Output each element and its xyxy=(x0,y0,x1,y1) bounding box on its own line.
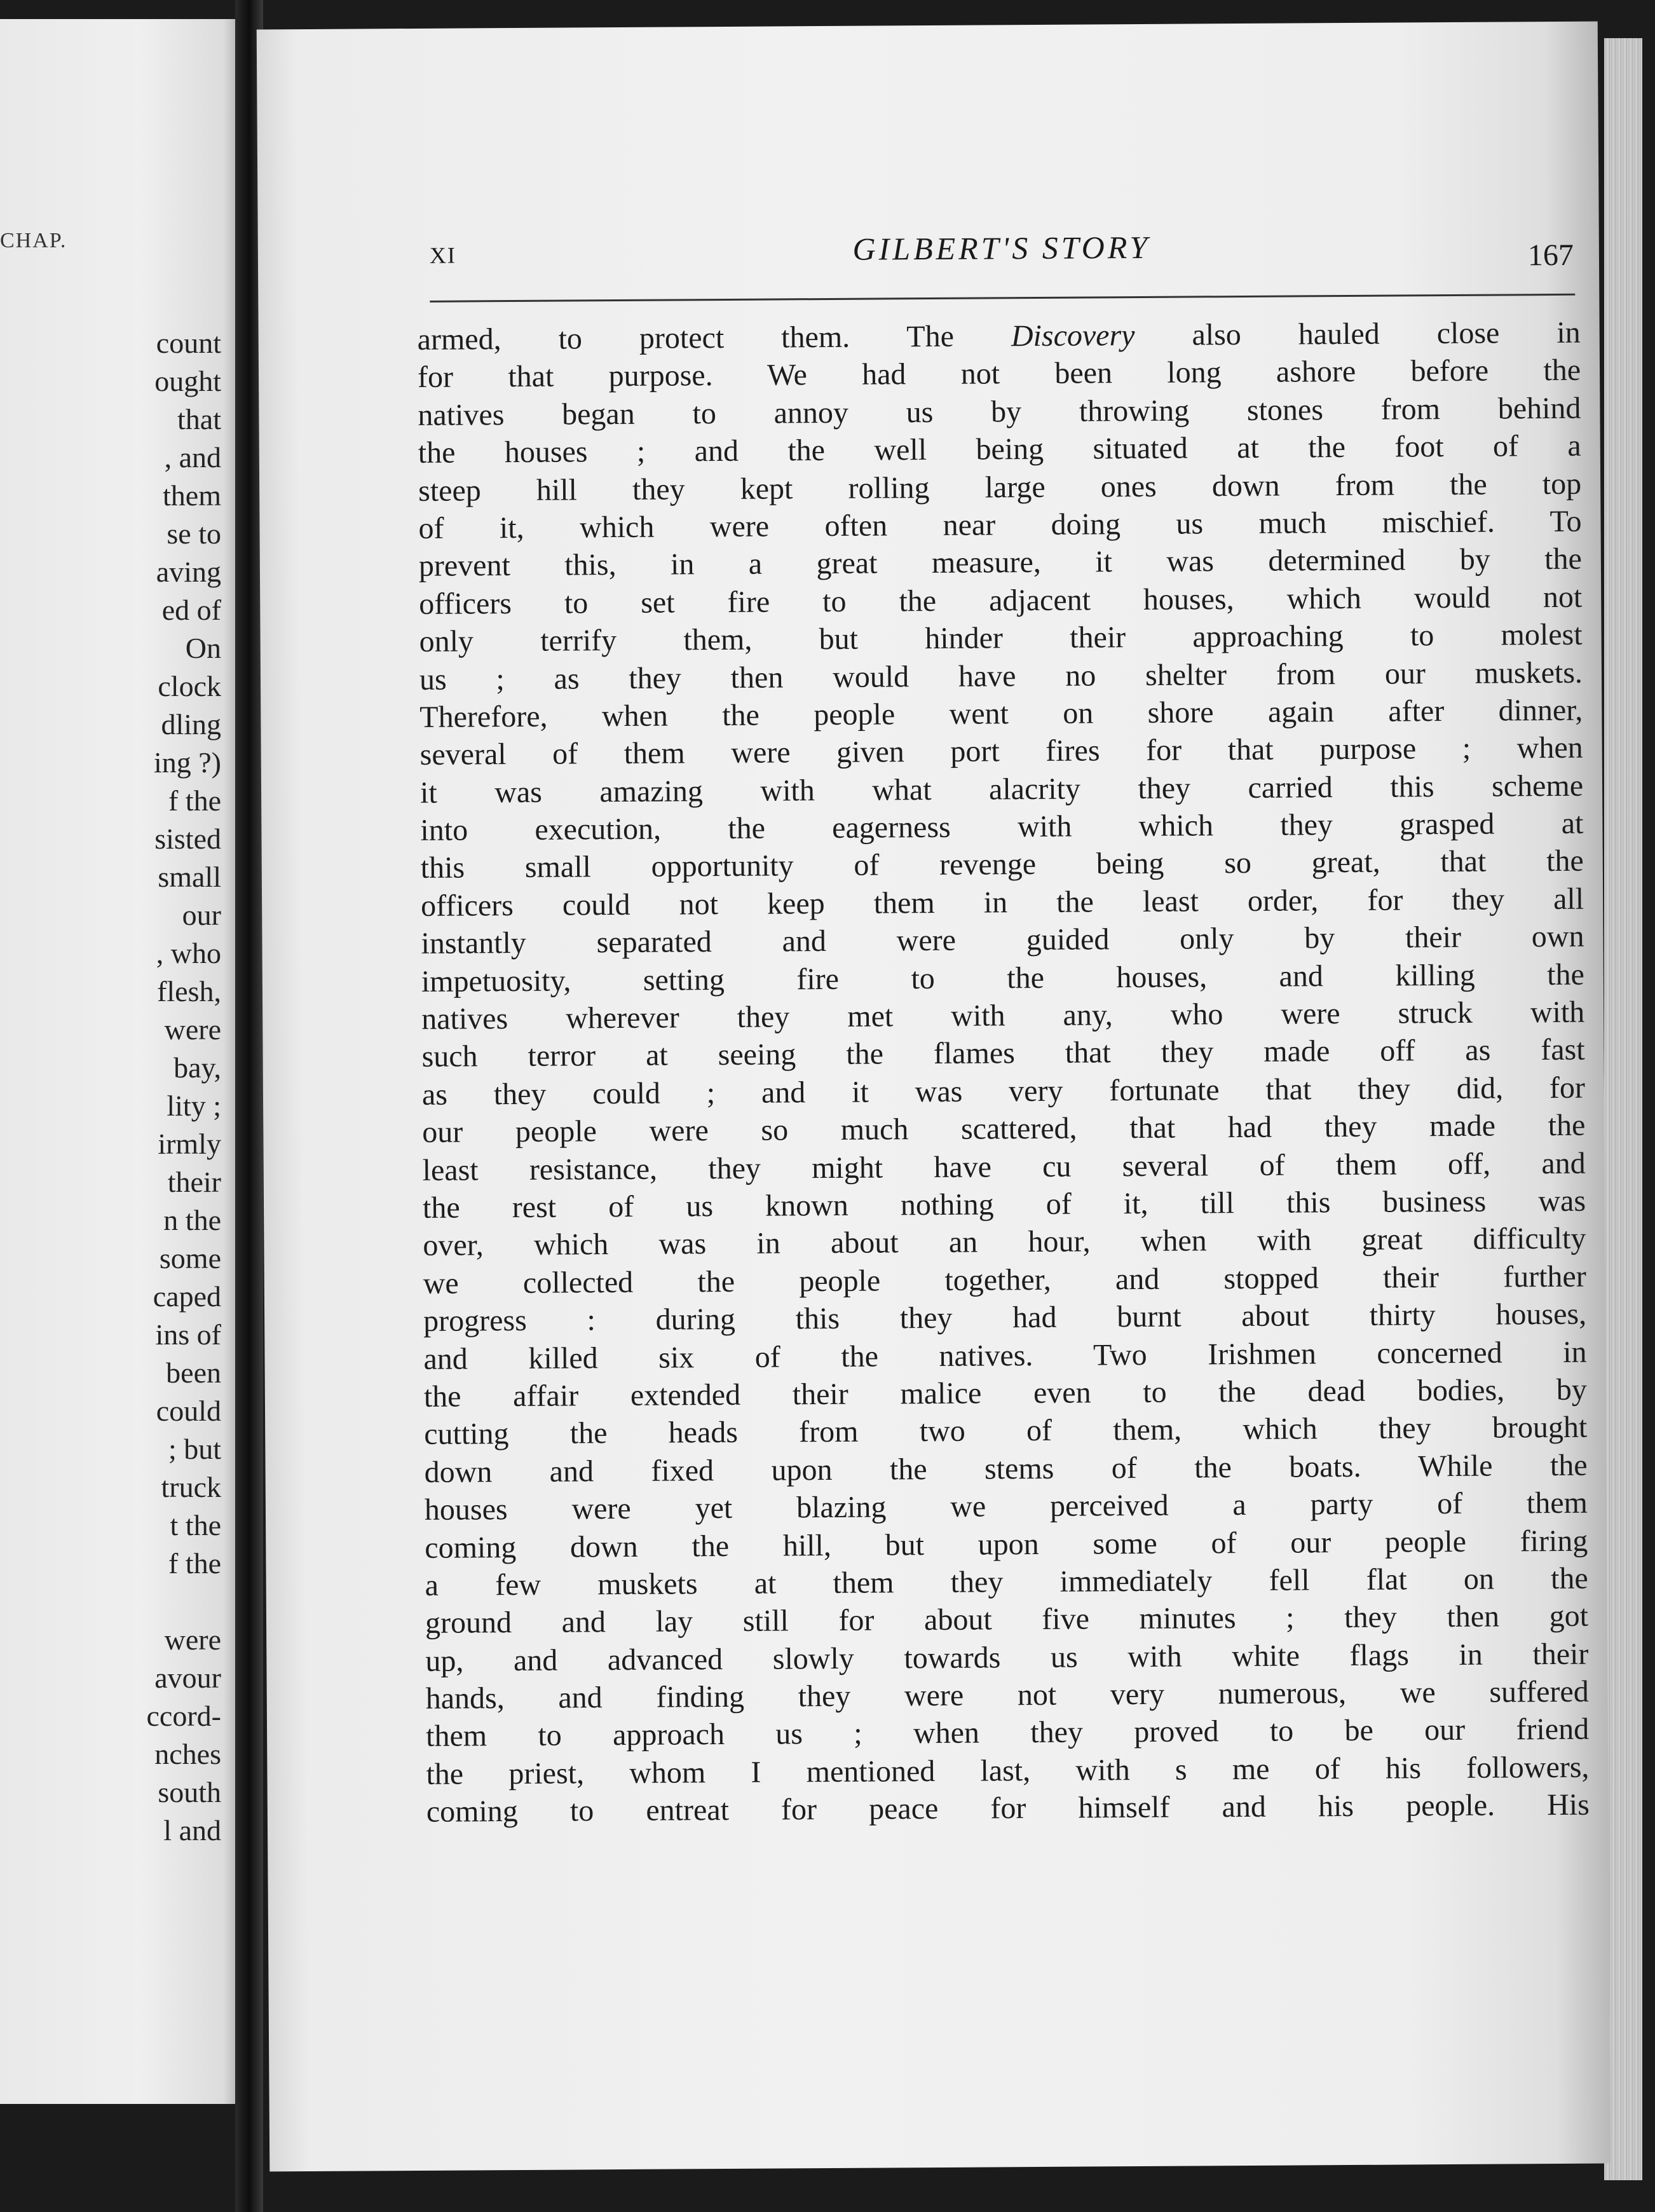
header-rule xyxy=(430,294,1575,303)
left-page-line: them xyxy=(163,479,221,512)
left-page-line: ed of xyxy=(161,594,221,626)
left-page-line: been xyxy=(166,1356,221,1389)
text-line: least resistance, they might have cu several of them off, and xyxy=(422,1146,1586,1187)
left-page-line: , and xyxy=(164,441,221,474)
left-page-line: se to xyxy=(167,517,221,550)
text-line: coming down the hill, but upon some of our people firing xyxy=(425,1524,1588,1565)
text-line: coming to entreat for peace for himself and his people. His xyxy=(426,1787,1590,1829)
left-page-line: clock xyxy=(158,670,221,702)
text-line: up, and advanced slowly towards us with white flags in their xyxy=(425,1637,1589,1678)
left-page-line: dling xyxy=(161,708,221,741)
text-line: our people were so much scattered, that had they made the xyxy=(422,1108,1586,1150)
body-text xyxy=(418,314,1590,1831)
left-page-line: ins of xyxy=(155,1318,221,1351)
left-page-line: some xyxy=(159,1242,221,1274)
text-line: as they could ; and it was very fortunate that they did, for xyxy=(421,1070,1586,1112)
text-line: them to approach us ; when they proved to be our friend xyxy=(425,1712,1590,1754)
left-page-line: lity ; xyxy=(167,1089,221,1122)
left-page-line xyxy=(5,1583,221,1621)
left-page-line: n the xyxy=(163,1204,221,1236)
left-page-line: f the xyxy=(168,784,221,817)
page-edges xyxy=(1604,38,1642,2180)
text-line: officers could not keep them in the least order, for they all xyxy=(420,882,1584,923)
text-line: ground and lay still for about five minutes ; they then got xyxy=(425,1599,1589,1641)
left-page-line: count xyxy=(156,327,221,359)
left-page-line: were xyxy=(164,1013,221,1046)
text-line: instantly separated and were guided only by their own xyxy=(421,919,1584,961)
left-page-line: ought xyxy=(154,365,221,397)
left-page-line: caped xyxy=(153,1280,221,1313)
left-page-line: aving xyxy=(156,556,221,588)
text-line: steep hill they kept rolling large ones down from the top xyxy=(418,467,1582,508)
left-page-line: ccord- xyxy=(146,1700,221,1732)
left-page-line: avour xyxy=(154,1662,221,1694)
text-line: only terrify them, but hinder their approaching to molest xyxy=(419,617,1583,659)
text-line: the rest of us known nothing of it, till this business was xyxy=(422,1184,1586,1225)
left-page-line: their xyxy=(167,1166,221,1198)
left-page-line: our xyxy=(182,899,221,931)
left-page-line: l and xyxy=(163,1814,221,1847)
text-line: we collected the people together, and stopped their further xyxy=(423,1259,1586,1301)
left-page-line: t the xyxy=(170,1509,221,1541)
left-page-line: ; but xyxy=(168,1433,221,1465)
text-line: this small opportunity of revenge being so great, that the xyxy=(420,844,1584,885)
left-page-text xyxy=(5,324,221,1850)
left-page-line: that xyxy=(177,403,221,435)
left-page-line: f the xyxy=(168,1547,221,1580)
left-page-line: ing ?) xyxy=(153,746,221,779)
text-line: hands, and finding they were not very numerous, we suffered xyxy=(425,1674,1589,1716)
text-line: armed, to protect them. The Discovery also hauled close in xyxy=(417,315,1581,357)
left-page-line: sisted xyxy=(154,823,221,855)
text-line: down and fixed upon the stems of the boats. While the xyxy=(424,1448,1588,1489)
left-page-line: irmly xyxy=(158,1128,221,1160)
text-line: it was amazing with what alacrity they carried this scheme xyxy=(419,768,1584,810)
left-page-line: small xyxy=(158,861,221,893)
chapter-number: XI xyxy=(429,242,457,268)
left-page-line: truck xyxy=(161,1471,221,1503)
running-head xyxy=(430,226,1574,290)
text-line: prevent this, in a great measure, it was determined by the xyxy=(418,542,1583,584)
text-line: Therefore, when the people went on shore again after dinner, xyxy=(419,693,1583,734)
text-line: over, which was in about an hour, when with great difficulty xyxy=(423,1222,1586,1263)
text-line: us ; as they then would have no shelter from our muskets. xyxy=(419,655,1583,697)
text-line: the priest, whom I mentioned last, with s me of his followers, xyxy=(426,1750,1590,1791)
text-line: several of them were given port fires for that purpose ; when xyxy=(419,731,1583,772)
text-line: natives began to annoy us by throwing stones from behind xyxy=(418,391,1581,432)
left-page-line: could xyxy=(156,1395,221,1427)
text-line: officers to set fire to the adjacent houses, which would not xyxy=(419,580,1583,621)
text-line: progress : during this they had burnt about thirty houses, xyxy=(423,1297,1587,1339)
left-page-line: On xyxy=(185,632,221,664)
text-line: such terror at seeing the flames that they made off as fast xyxy=(421,1033,1585,1074)
text-line: for that purpose. We had not been long ashore before the xyxy=(417,353,1581,395)
left-running-head: CHAP. xyxy=(0,229,67,252)
text-line: the houses ; and the well being situated at the foot of a xyxy=(418,428,1581,470)
text-line: houses were yet blazing we perceived a party of them xyxy=(424,1485,1588,1527)
ship-name: Discovery xyxy=(1011,318,1135,353)
text-line: of it, which were often near doing us much mischief. To xyxy=(418,504,1582,545)
text-line: and killed six of the natives. Two Irishmen concerned in xyxy=(423,1335,1587,1376)
left-page-line: , who xyxy=(156,937,221,969)
left-page-fragment xyxy=(0,19,235,2104)
left-page-line: were xyxy=(164,1623,221,1656)
text-line: impetuosity, setting fire to the houses, and killing the xyxy=(421,957,1585,999)
text-line: natives wherever they met with any, who were struck with xyxy=(421,995,1585,1036)
page-number: 167 xyxy=(1527,238,1574,273)
left-page-line: flesh, xyxy=(157,975,221,1007)
text-line: a few muskets at them they immediately fell flat on the xyxy=(425,1561,1588,1602)
left-page-line: nches xyxy=(154,1738,221,1770)
running-title: GILBERT'S STORY xyxy=(852,229,1151,267)
text-line: the affair extended their malice even to the dead bodies, by xyxy=(423,1372,1587,1414)
right-page xyxy=(257,22,1611,2172)
text-line: into execution, the eagerness with which they grasped at xyxy=(420,806,1584,848)
text-line: cutting the heads from two of them, which they brought xyxy=(424,1410,1588,1452)
left-page-line: south xyxy=(158,1776,221,1808)
left-page-line: bay, xyxy=(174,1051,221,1084)
